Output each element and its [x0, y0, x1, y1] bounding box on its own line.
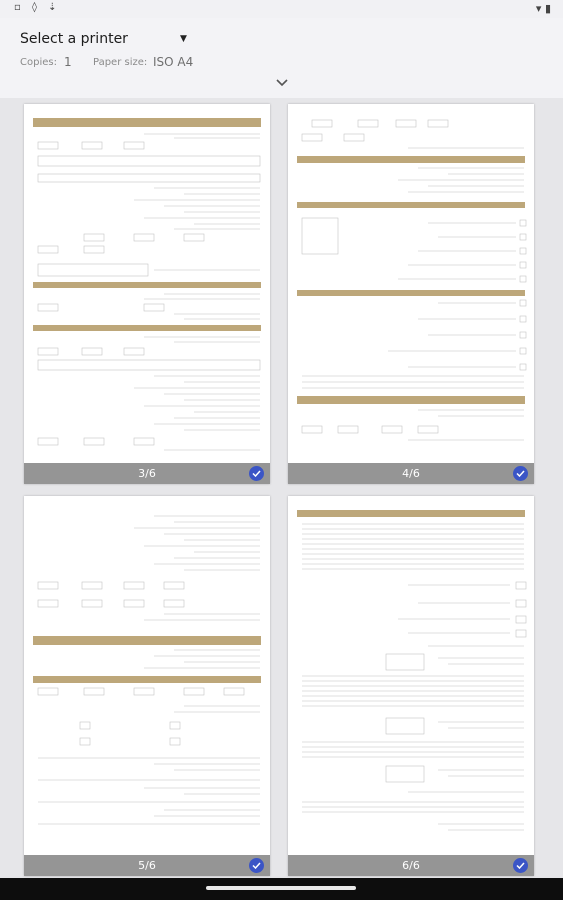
home-gesture-handle[interactable] [206, 886, 356, 890]
check-circle-icon[interactable] [249, 466, 264, 481]
expand-options-button[interactable] [275, 76, 289, 90]
document-page-content [288, 104, 534, 463]
page-thumbnail[interactable] [288, 104, 534, 484]
printer-select-dropdown[interactable] [20, 29, 187, 49]
page-number-label: 6/6 [402, 859, 420, 872]
status-bar [0, 0, 563, 18]
chevron-down-icon [276, 79, 288, 87]
notification-icon: ▫ [14, 2, 21, 13]
page-preview-grid[interactable] [0, 98, 563, 878]
page-number-label: 5/6 [138, 859, 156, 872]
check-circle-icon[interactable] [513, 858, 528, 873]
navigation-bar [0, 878, 563, 900]
paper-size-value[interactable]: ISO A4 [153, 55, 194, 69]
page-footer [288, 855, 534, 876]
wifi-icon: ▾ ▮ [535, 2, 551, 15]
print-options-header [0, 18, 563, 98]
page-thumbnail[interactable] [24, 104, 270, 484]
page-footer [24, 855, 270, 876]
printer-select-label: Select a printer [20, 31, 128, 47]
check-circle-icon[interactable] [249, 858, 264, 873]
document-page-content [24, 104, 270, 463]
page-footer [288, 463, 534, 484]
page-thumbnail[interactable] [24, 496, 270, 876]
download-icon: ⇣ [48, 2, 57, 13]
page-number-label: 4/6 [402, 467, 420, 480]
page-number-label: 3/6 [138, 467, 156, 480]
shield-icon: ◊ [31, 2, 37, 13]
page-footer [24, 463, 270, 484]
document-page-content [24, 496, 270, 855]
copies-label: Copies: [20, 57, 57, 68]
page-thumbnail[interactable] [288, 496, 534, 876]
copies-value[interactable]: 1 [64, 55, 72, 69]
check-circle-icon[interactable] [513, 466, 528, 481]
document-page-content [288, 496, 534, 855]
dropdown-caret-icon: ▼ [179, 34, 187, 44]
paper-size-label: Paper size: [93, 57, 148, 68]
